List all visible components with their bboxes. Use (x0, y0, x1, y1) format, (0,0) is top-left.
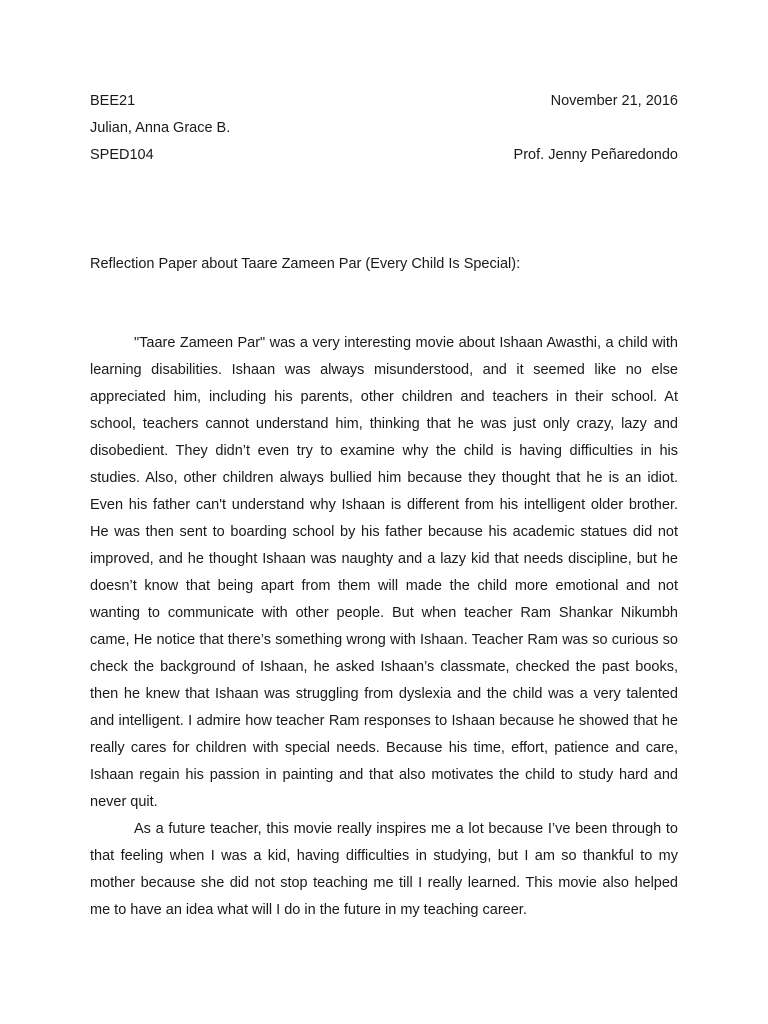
header-row-subject-professor (90, 144, 678, 166)
professor-name: Prof. Jenny Peñaredondo (513, 147, 678, 163)
document-date: November 21, 2016 (550, 93, 678, 109)
header-row-course-date (90, 90, 678, 112)
body-paragraph: As a future teacher, this movie really inspires me a lot because I’ve been through to that feeling when I was a kid, having difficulties in studying, but I am so thankful to my mother because she did not stop teaching me till I really learned. This movie also helped me to have an idea what will I do in the future in my teaching career. (90, 821, 678, 918)
paper-title: Reflection Paper about Taare Zameen Par (Every Child Is Special): (90, 256, 521, 272)
header-row-student (90, 117, 678, 139)
student-name: Julian, Anna Grace B. (90, 120, 231, 136)
paper-body (90, 330, 678, 924)
body-paragraph: "Taare Zameen Par" was a very interesting movie about Ishaan Awasthi, a child with learning disabilities. Ishaan was always misunderstood, and it seemed like no else appreciated him, including his parents, other children and teachers in their school. At school, teachers cannot understand him, thinking that he was just only crazy, lazy and disobedient. They didn’t even try to examine why the child is having difficulties in his studies. Also, other children always bullied him because they thought that he is an idiot. Even his father can't understand why Ishaan is different from his intelligent older brother. He was then sent to boarding school by his father because his academic statues did not improved, and he thought Ishaan was naughty and a lazy kid that needs discipline, but he doesn’t know that being apart from them will made the child more emotional and not wanting to communicate with other people. But when teacher Ram Shankar Nikumbh came, He notice that there’s something wrong with Ishaan. Teacher Ram was so curious so check the background of Ishaan, he asked Ishaan’s classmate, checked the past books, then he knew that Ishaan was struggling from dyslexia and the child was a very talented and intelligent. I admire how teacher Ram responses to Ishaan because he showed that he really cares for children with special needs. Because his time, effort, patience and care, Ishaan regain his passion in painting and that also motivates the child to study hard and never quit. (90, 335, 678, 810)
course-code: BEE21 (90, 93, 136, 109)
subject-code: SPED104 (90, 147, 154, 163)
